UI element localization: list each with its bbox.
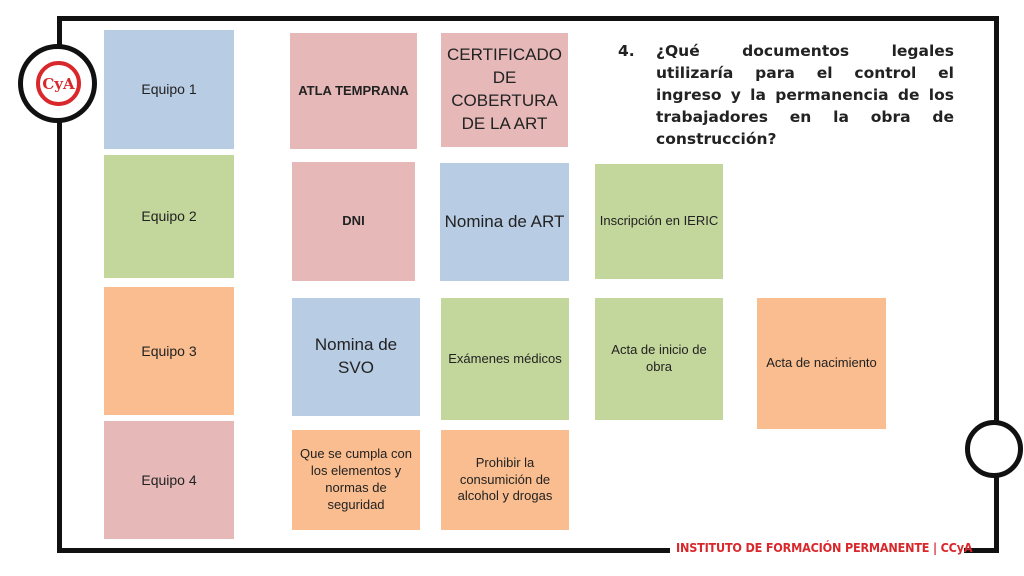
note-dni: DNI xyxy=(292,162,415,281)
frame-bottom-left xyxy=(57,548,670,553)
note-prohibir-alcohol: Prohibir la consumición de alcohol y drogas xyxy=(441,430,569,530)
note-normas-seguridad: Que se cumpla con los elementos y normas de seguridad xyxy=(292,430,420,530)
team-2-note: Equipo 2 xyxy=(104,155,234,278)
team-1-note: Equipo 1 xyxy=(104,30,234,149)
logo-icon xyxy=(36,61,81,106)
question-block xyxy=(618,40,954,150)
decor-circle-right xyxy=(965,420,1023,478)
note-atla-temprana: ATLA TEMPRANA xyxy=(290,33,417,149)
footer-institute: INSTITUTO DE FORMACIÓN PERMANENTE | CCyA xyxy=(676,540,973,555)
note-acta-inicio-obra: Acta de inicio de obra xyxy=(595,298,723,420)
logo-text: CyA xyxy=(42,75,75,93)
note-nomina-svo: Nomina de SVO xyxy=(292,298,420,416)
question-text: ¿Qué documentos legales utilizaría para el control el ingreso y la permanencia de los trabajadores en la obra de construcción? xyxy=(656,42,954,148)
note-examenes-medicos: Exámenes médicos xyxy=(441,298,569,420)
note-acta-nacimiento: Acta de nacimiento xyxy=(757,298,886,429)
note-inscripcion-ieric: Inscripción en IERIC xyxy=(595,164,723,279)
note-nomina-art: Nomina de ART xyxy=(440,163,569,281)
team-3-note: Equipo 3 xyxy=(104,287,234,415)
team-4-note: Equipo 4 xyxy=(104,421,234,539)
question-number: 4. xyxy=(618,42,635,60)
note-certificado-art: CERTIFICADO DE COBERTURA DE LA ART xyxy=(441,33,568,147)
frame-top xyxy=(57,16,999,21)
